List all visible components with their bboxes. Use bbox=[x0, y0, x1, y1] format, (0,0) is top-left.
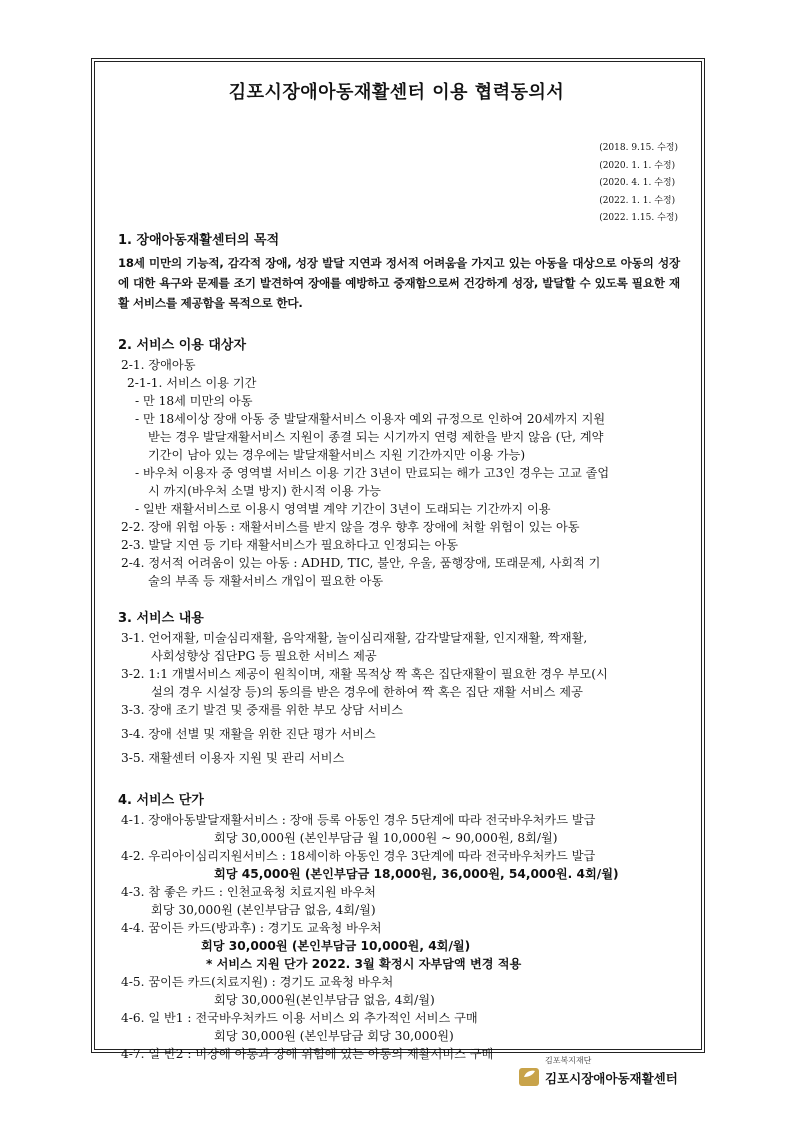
list-item: 4-1. 장애아동발달재활서비스 : 장애 등록 아동인 경우 5단계에 따라 전국바우처카드 발급 bbox=[121, 813, 596, 827]
list-item: - 만 18세 미만의 아동 bbox=[135, 394, 253, 408]
price-line: 회당 30,000원 (본인부담금 없음, 4회/월) bbox=[151, 903, 376, 917]
foundation-name: 김포복지재단 bbox=[545, 1056, 592, 1065]
section-heading: 2. 서비스 이용 대상자 bbox=[118, 338, 247, 353]
price-line: 회당 30,000원 (본인부담금 월 10,000원 ~ 90,000원, 8회/월) bbox=[214, 831, 558, 845]
section-heading: 3. 서비스 내용 bbox=[118, 611, 204, 626]
list-item-cont: 기간이 남아 있는 경우에는 발달재활서비스 지원 기간까지만 이용 가능) bbox=[148, 448, 526, 462]
list-item: - 일반 재활서비스로 이용시 영역별 계약 기간이 3년이 도래되는 기간까지 이용 bbox=[135, 502, 551, 516]
price-line: 회당 30,000원(본인부담금 없음, 4회/월) bbox=[214, 993, 435, 1007]
section-purpose bbox=[118, 231, 680, 313]
list-item-cont: 받는 경우 발달재활서비스 지원이 종결 되는 시기까지 연령 제한을 받지 않음 (단, 계약 bbox=[148, 430, 604, 444]
list-item-cont: 설의 경우 시설장 등)의 동의를 받은 경우에 한하여 짝 혹은 집단 재활 서비스 제공 bbox=[151, 685, 583, 699]
list-item: 3-5. 재활센터 이용자 지원 및 관리 서비스 bbox=[121, 751, 345, 765]
list-item: 2-1. 장애아동 bbox=[121, 358, 196, 372]
section-eligibility bbox=[118, 336, 680, 590]
section-pricing bbox=[118, 791, 680, 1063]
section-heading: 1. 장애아동재활센터의 목적 bbox=[118, 233, 280, 248]
list-item: 3-2. 1:1 개별서비스 제공이 원칙이며, 재활 목적상 짝 혹은 집단재활이 필요한 경우 부모(시 bbox=[121, 667, 608, 681]
list-item-cont: 사회성향상 집단PG 등 필요한 서비스 제공 bbox=[151, 649, 377, 663]
leaf-icon bbox=[523, 1070, 536, 1078]
list-item: 3-4. 장애 선별 및 재활을 위한 진단 평가 서비스 bbox=[121, 727, 376, 741]
revision-date: (2020. 1. 1. 수정) bbox=[599, 160, 676, 171]
list-item: - 만 18세이상 장애 아동 중 발달재활서비스 이용자 예외 규정으로 인하여 20세까지 지원 bbox=[135, 412, 606, 426]
list-item: 3-3. 장애 조기 발견 및 중재를 위한 부모 상담 서비스 bbox=[121, 703, 404, 717]
center-name: 김포시장애아동재활센터 bbox=[545, 1071, 678, 1086]
list-item-cont: 술의 부족 등 재활서비스 개입이 필요한 아동 bbox=[148, 574, 384, 588]
list-item: 4-2. 우리아이심리지원서비스 : 18세이하 아동인 경우 3단계에 따라 전국바우처카드 발급 bbox=[121, 849, 596, 863]
list-item: 2-1-1. 서비스 이용 기간 bbox=[127, 376, 257, 390]
section-services bbox=[118, 609, 680, 767]
price-line: 회당 30,000원 (본인부담금 회당 30,000원) bbox=[214, 1029, 454, 1043]
list-item: 4-6. 일 반1 : 전국바우처카드 이용 서비스 외 추가적인 서비스 구매 bbox=[121, 1011, 478, 1025]
list-item-cont: 시 까지(바우처 소멸 방지) 한시적 이용 가능 bbox=[148, 484, 381, 498]
revision-date: (2018. 9.15. 수정) bbox=[599, 143, 678, 153]
purpose-text: 18세 미만의 기능적, 감각적 장애, 성장 발달 지연과 정서적 어려움을 가지고 있는 아동을 대상으로 아동의 성장에 대한 욕구와 문제를 조기 발견하여 장애를 예방하고 중재함으로써 건강하게 성장, 발달할 수 있도록 필요한 재활 서비스를 제공함을 목적으로 한다. bbox=[118, 256, 680, 310]
revision-date: (2020. 4. 1. 수정) bbox=[599, 178, 676, 188]
list-item: 4-3. 참 좋은 카드 : 인천교육청 치료지원 바우처 bbox=[121, 885, 376, 899]
section-heading: 4. 서비스 단가 bbox=[118, 793, 204, 808]
center-logo-icon bbox=[519, 1068, 539, 1086]
notice-line: * 서비스 지원 단가 2022. 3월 확정시 자부담액 변경 적용 bbox=[206, 957, 522, 971]
price-line: 회당 30,000원 (본인부담금 10,000원, 4회/월) bbox=[201, 939, 471, 953]
revision-list bbox=[599, 140, 678, 228]
price-line: 회당 45,000원 (본인부담금 18,000원, 36,000원, 54,000원. 4회/월) bbox=[214, 867, 619, 881]
list-item: 3-1. 언어재활, 미술심리재활, 음악재활, 놀이심리재활, 감각발달재활, 인지재활, 짝재활, bbox=[121, 631, 588, 645]
document-body bbox=[118, 231, 680, 1063]
revision-date: (2022. 1.15. 수정) bbox=[599, 213, 678, 223]
list-item: 2-2. 장애 위험 아동 : 재활서비스를 받지 않을 경우 향후 장애에 처할 위험이 있는 아동 bbox=[121, 520, 580, 534]
footer-logo bbox=[519, 1055, 689, 1091]
list-item: - 바우처 이용자 중 영역별 서비스 이용 기간 3년이 만료되는 해가 고3인 경우는 고교 졸업 bbox=[135, 466, 610, 480]
revision-date: (2022. 1. 1. 수정) bbox=[599, 195, 676, 206]
list-item: 4-7. 일 반2 : 비장애 아동과 장애 위험에 있는 아동의 재활서비스 구매 bbox=[121, 1047, 494, 1061]
list-item: 2-3. 발달 지연 등 기타 재활서비스가 필요하다고 인정되는 아동 bbox=[121, 538, 459, 552]
page-title: 김포시장애아동재활센터 이용 협력동의서 bbox=[228, 82, 565, 103]
list-item: 4-4. 꿈이든 카드(방과후) : 경기도 교육청 바우처 bbox=[121, 921, 382, 935]
list-item: 4-5. 꿈이든 카드(치료지원) : 경기도 교육청 바우처 bbox=[121, 975, 394, 989]
list-item: 2-4. 정서적 어려움이 있는 아동 : ADHD, TIC, 불안, 우울, 품행장애, 또래문제, 사회적 기 bbox=[121, 556, 601, 570]
